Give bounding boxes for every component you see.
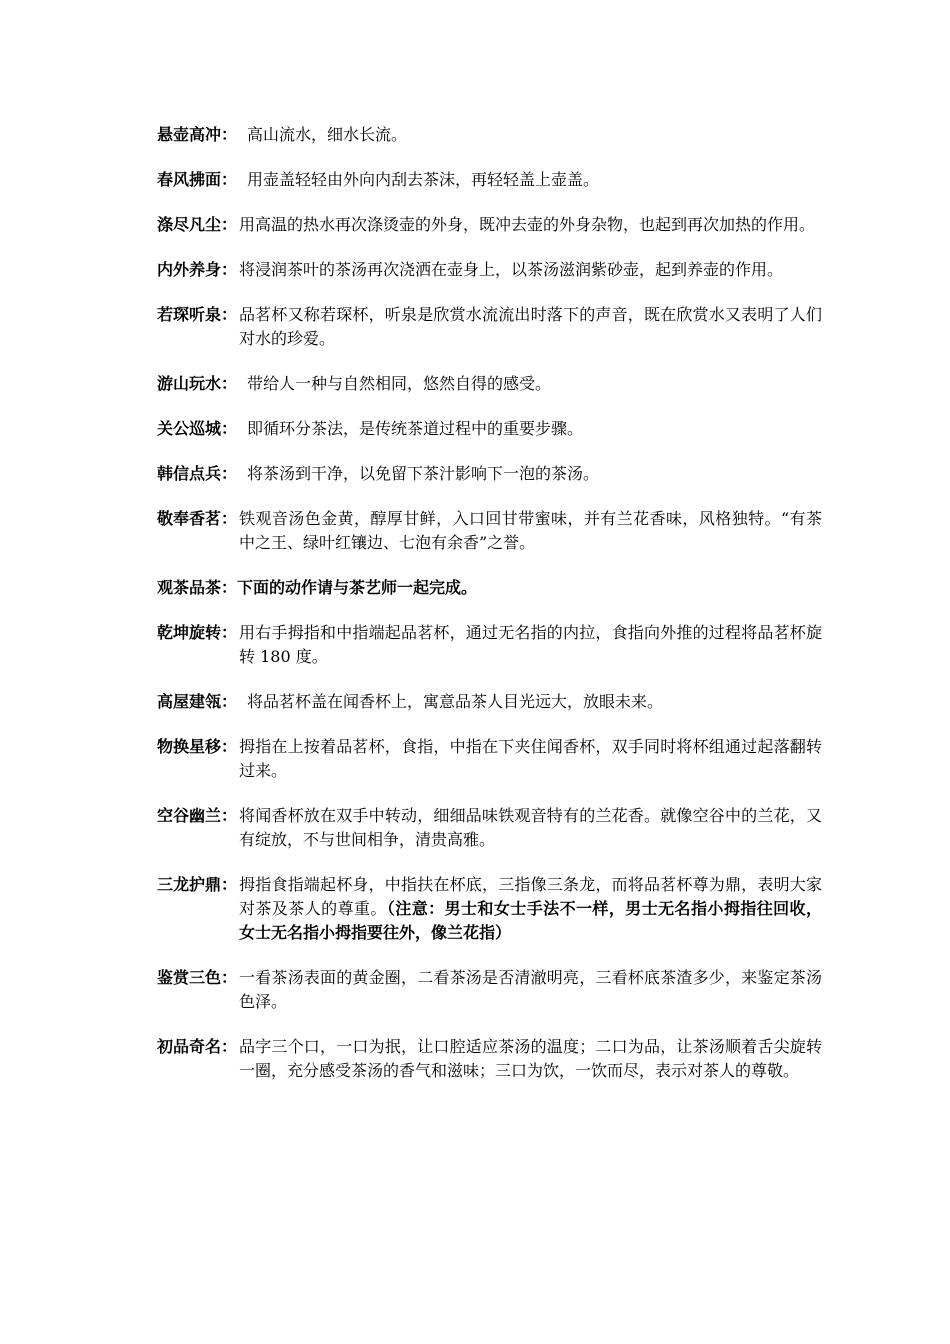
entry-xuanhu-gaochong: [157, 123, 822, 147]
description: 带给人一种与自然相同，悠然自得的感受。: [247, 374, 552, 393]
description: 将茶汤到干净，以免留下茶汁影响下一泡的茶汤。: [247, 464, 600, 483]
description: 将闻香杯放在双手中转动，细细品味铁观音特有的兰花香。就像空谷中的兰花，又有绽放，不与世间相争，清贵高雅。: [239, 806, 822, 849]
entry-sanlong-huding: [157, 873, 822, 945]
description: 下面的动作请与茶艺师一起完成。: [237, 578, 478, 597]
tea-ceremony-steps: [157, 123, 822, 1104]
description: 高山流水，细水长流。: [247, 125, 408, 144]
term: 春风拂面：: [157, 170, 238, 189]
term: 涤尽凡尘：: [157, 215, 238, 234]
entry-qiankun-xuanzhuan: [157, 621, 822, 669]
description: 品字三个口，一口为抿，让口腔适应茶汤的温度；二口为品，让茶汤顺着舌尖旋转一圈，充分感受茶汤的香气和滋味；三口为饮，一饮而尽，表示对茶人的尊敬。: [239, 1037, 822, 1080]
term: 关公巡城：: [157, 419, 238, 438]
description: 用高温的热水再次涤烫壶的外身，既冲去壶的外身杂物，也起到再次加热的作用。: [239, 215, 816, 234]
term: 物换星移：: [157, 737, 238, 756]
entry-youshan-wanshui: [157, 372, 822, 396]
description: 将浸润茶叶的茶汤再次浇洒在壶身上，以茶汤滋润紫砂壶，起到养壶的作用。: [239, 260, 784, 279]
description-text: 拇指食指端起杯身，中指扶在杯底，三指像三条龙，而将品茗杯尊为鼎，表明大家对茶及茶人的尊重。: [239, 875, 822, 918]
term: 初品奇名：: [157, 1037, 238, 1056]
description: 用右手拇指和中指端起品茗杯，通过无名指的内拉，食指向外推的过程将品茗杯旋转 180 度。: [239, 623, 822, 666]
entry-neiwai-yangshen: [157, 258, 822, 282]
description: 将品茗杯盖在闻香杯上，寓意品茶人目光远大，放眼未来。: [247, 692, 664, 711]
note-text: （注意：男士和女士手法不一样，男士无名指小拇指往回收，女士无名指小拇指要往外，像兰花指）: [239, 899, 822, 942]
entry-wuhuan-xingyi: [157, 735, 822, 783]
term: 敬奉香茗：: [157, 509, 238, 528]
entry-gaowu-jianling: [157, 690, 822, 714]
description: 用壶盖轻轻由外向内刮去茶沫，再轻轻盖上壶盖。: [247, 170, 600, 189]
entry-chupin-qiming: [157, 1035, 822, 1083]
description: 拇指在上按着品茗杯，食指，中指在下夹住闻香杯，双手同时将杯组通过起落翻转过来。: [239, 737, 822, 780]
entry-dijin-fanchen: [157, 213, 822, 237]
description: [239, 873, 822, 945]
term: 悬壶高冲：: [157, 125, 238, 144]
entry-guangong-xuncheng: [157, 417, 822, 441]
term: 游山玩水：: [157, 374, 238, 393]
entry-hanxin-dianbing: [157, 462, 822, 486]
entry-guancha-pincha: [157, 576, 822, 600]
description: 一看茶汤表面的黄金圈，二看茶汤是否清澈明亮，三看杯底茶渣多少，来鉴定茶汤色泽。: [239, 968, 822, 1011]
term: 三龙护鼎：: [157, 875, 238, 894]
description: 即循环分茶法，是传统茶道过程中的重要步骤。: [247, 419, 584, 438]
term: 韩信点兵：: [157, 464, 238, 483]
term: 内外养身：: [157, 260, 238, 279]
term: 空谷幽兰：: [157, 806, 238, 825]
term: 高屋建瓴：: [157, 692, 238, 711]
description: 铁观音汤色金黄，醇厚甘鲜，入口回甘带蜜味，并有兰花香味，风格独特。“有茶中之王、绿叶红镶边、七泡有余香”之誉。: [239, 509, 822, 552]
term: 鉴赏三色：: [157, 968, 238, 987]
entry-chunfeng-fumian: [157, 168, 822, 192]
description: 品茗杯又称若琛杯，听泉是欣赏水流流出时落下的声音，既在欣赏水又表明了人们对水的珍爱。: [239, 305, 822, 348]
term: 若琛听泉：: [157, 305, 238, 324]
entry-jianshang-sanse: [157, 966, 822, 1014]
term: 观茶品茶：: [157, 578, 238, 597]
entry-jingfeng-xiangming: [157, 507, 822, 555]
entry-konggu-youlan: [157, 804, 822, 852]
term: 乾坤旋转：: [157, 623, 238, 642]
entry-ruochen-tingquan: [157, 303, 822, 351]
